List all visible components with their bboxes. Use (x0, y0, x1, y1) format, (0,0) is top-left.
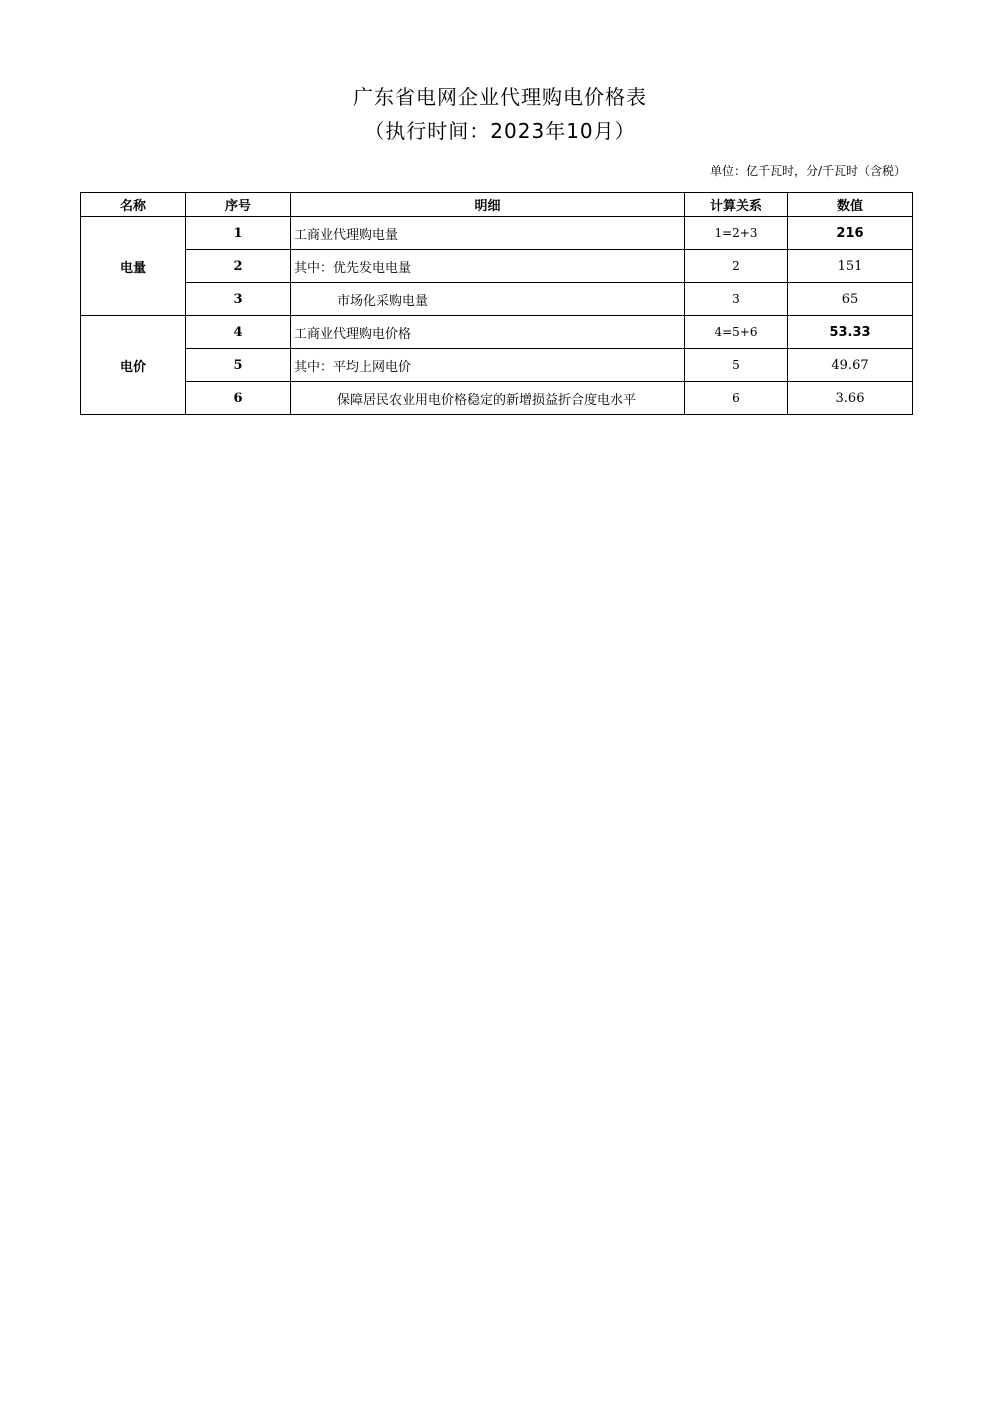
table-row (81, 316, 913, 349)
row-detail: 其中：平均上网电价 (291, 349, 685, 382)
row-relation: 3 (685, 283, 788, 316)
row-relation: 4=5+6 (685, 316, 788, 349)
row-value: 65 (788, 283, 913, 316)
row-relation: 5 (685, 349, 788, 382)
row-value: 151 (788, 250, 913, 283)
row-relation: 6 (685, 382, 788, 415)
header-value: 数值 (788, 193, 913, 217)
header-relation: 计算关系 (685, 193, 788, 217)
table-row (81, 349, 913, 382)
row-value: 3.66 (788, 382, 913, 415)
document-subtitle: （执行时间：2023年10月） (364, 119, 636, 143)
row-value: 216 (788, 217, 913, 250)
row-seq: 3 (186, 283, 291, 316)
row-value: 49.67 (788, 349, 913, 382)
table-header-row (81, 193, 913, 217)
header-detail: 明细 (291, 193, 685, 217)
group-name-electricity: 电量 (81, 217, 186, 316)
row-seq: 4 (186, 316, 291, 349)
row-relation: 1=2+3 (685, 217, 788, 250)
row-detail: 工商业代理购电量 (291, 217, 685, 250)
table-row (81, 250, 913, 283)
row-detail: 保障居民农业用电价格稳定的新增损益折合度电水平 (291, 382, 685, 415)
unit-note: 单位：亿千瓦时，分/千瓦时（含税） (709, 164, 906, 178)
document-title: 广东省电网企业代理购电价格表 (353, 85, 647, 109)
row-detail: 市场化采购电量 (291, 283, 685, 316)
table-row (81, 382, 913, 415)
table-row (81, 283, 913, 316)
group-name-price: 电价 (81, 316, 186, 415)
row-seq: 1 (186, 217, 291, 250)
table-row (81, 217, 913, 250)
header-seq: 序号 (186, 193, 291, 217)
header-name: 名称 (81, 193, 186, 217)
row-detail: 其中：优先发电电量 (291, 250, 685, 283)
row-detail: 工商业代理购电价格 (291, 316, 685, 349)
price-table (80, 192, 913, 415)
row-relation: 2 (685, 250, 788, 283)
row-seq: 6 (186, 382, 291, 415)
row-seq: 5 (186, 349, 291, 382)
row-seq: 2 (186, 250, 291, 283)
row-value: 53.33 (788, 316, 913, 349)
